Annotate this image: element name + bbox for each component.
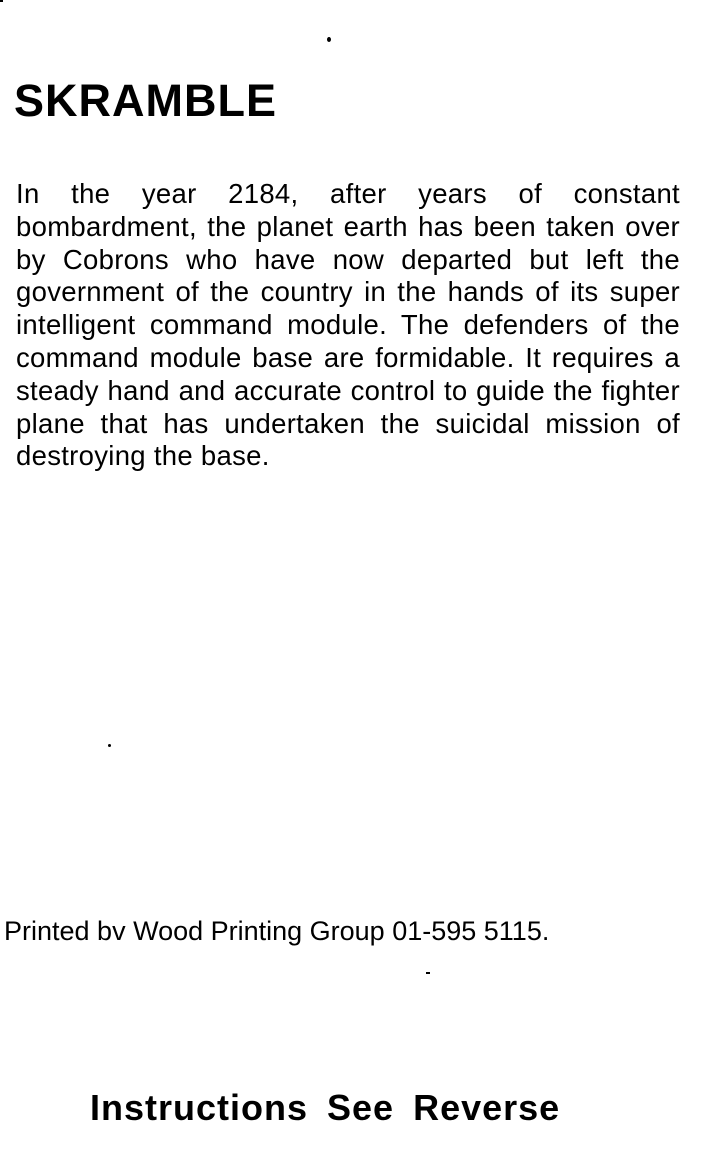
printer-credit: Printed bv Wood Printing Group 01-595 5115. xyxy=(4,916,550,946)
print-speck-corner xyxy=(0,0,3,2)
print-speck-top xyxy=(327,37,331,42)
instructions-note: Instructions See Reverse xyxy=(90,1087,561,1128)
print-speck-lower xyxy=(426,972,430,974)
story-paragraph: In the year 2184, after years of constant bombardment, the planet earth has been taken over by Cobrons who have now departed but left the government of the country in the hands of its super intelligent command module. The defenders of the command module base are formidable. It requires a steady hand and accurate control to guide the fighter plane that has undertaken the suicidal mission of destroying the base. xyxy=(16,178,680,472)
print-speck-middle xyxy=(108,744,111,747)
page-title: SKRAMBLE xyxy=(14,75,277,126)
